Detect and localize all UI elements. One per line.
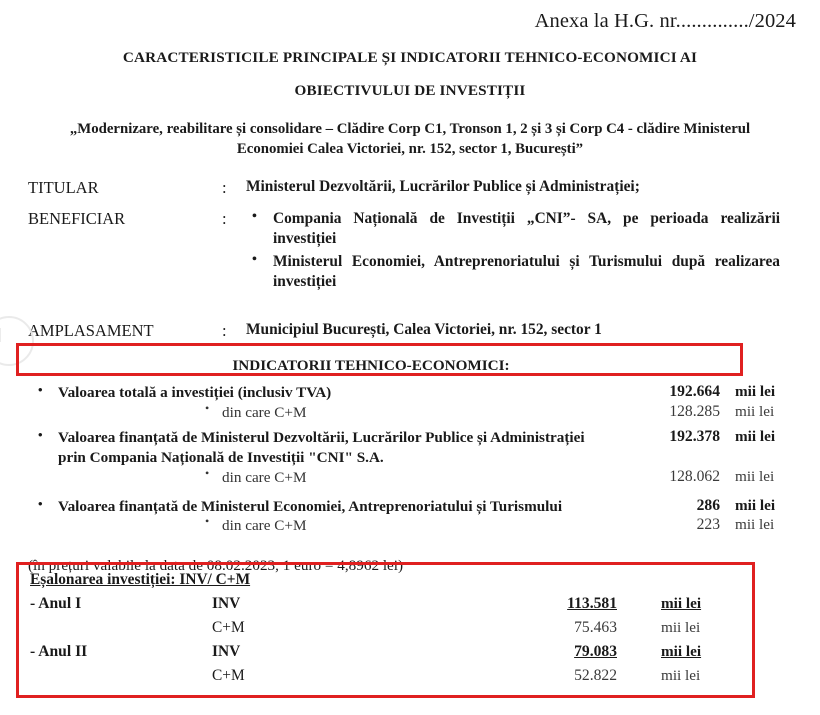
indicator-label: • din care C+M [0,516,610,536]
esalonare-value: 75.463 [574,619,617,636]
spacer [0,488,820,497]
indicator-unit: mii lei [735,402,775,420]
beneficiar-label: BENEFICIAR [28,208,126,228]
amplasament-value: Municipiul București, Calea Victoriei, nr. 152, sector 1 [246,320,602,338]
indicator-row-total [0,383,820,403]
field-titular [0,178,820,198]
table-row [30,643,755,661]
indicator-unit: mii lei [735,382,776,400]
amplasament-colon: : [222,320,227,340]
indicator-label: • Valoarea totală a investiției (inclusiv TVA) [0,383,610,403]
beneficiar-list [246,209,780,292]
indicators-section-title: INDICATORII TEHNICO-ECONOMICI: [232,356,510,374]
indicator-label: • Valoarea finanțată de Ministerul Dezvoltării, Lucrărilor Publice și Administrației prin Compania Națională de Investiții "CNI" S.A. [0,428,610,468]
indicator-label: • din care C+M [0,468,610,488]
indicator-value: 128.285 [669,402,720,420]
esalonare-kind: C+M [212,619,245,636]
indicator-unit: mii lei [735,496,776,514]
list-item: • Ministerul Economiei, Antreprenoriatului și Turismului după realizarea investiției [246,252,780,291]
esalonare-unit: mii lei [661,643,702,660]
indicator-row-mdlpa-cm [0,468,820,488]
esalonare-unit: mii lei [661,667,701,684]
indicator-row-mdlpa [0,428,820,468]
esalonare-year: - Anul II [30,643,88,660]
esalonare-title: Eșalonarea investiției: INV/ C+M [30,571,251,588]
indicator-value: 223 [696,516,720,534]
indicator-label: • Valoarea finanțată de Ministerul Economiei, Antreprenoriatului și Turismului [0,497,610,517]
indicator-value: 286 [696,496,720,514]
table-row [30,667,755,685]
amplasament-label: AMPLASAMENT [28,320,154,340]
field-beneficiar [0,209,820,296]
indicator-unit: mii lei [735,428,776,446]
beneficiar-colon: : [222,208,227,228]
indicator-row-meat-cm [0,516,820,536]
objective-name: „Modernizare, reabilitare și consolidare – Clădire Corp C1, Tronson 1, 2 și 3 și Corp C4 - clădire Ministerul Economiei Calea Victoriei, nr. 152, sector 1, București” [69,121,751,157]
price-validity-note: (în prețuri valabile la data de 08.02.2023, 1 euro = 4,8962 lei) [28,557,404,575]
titular-colon: : [222,177,227,197]
esalonare-kind: INV [212,595,241,612]
esalonare-kind: INV [212,643,241,660]
esalonare-kind: C+M [212,667,245,684]
titular-label: TITULAR [28,177,99,197]
indicator-unit: mii lei [735,516,775,534]
table-row [30,619,755,637]
esalonare-value: 52.822 [574,667,617,684]
esalonare-unit: mii lei [661,619,701,636]
titular-value: Ministerul Dezvoltării, Lucrărilor Publice și Administrației; [246,177,640,195]
list-item: • Compania Națională de Investiții „CNI”- SA, pe perioada realizării investiției [246,209,780,248]
indicator-value: 192.378 [669,428,720,446]
esalonare-block [16,562,755,698]
esalonare-unit: mii lei [661,595,702,612]
indicators-list [0,383,820,536]
field-amplasament [0,321,820,341]
esalonare-value: 79.083 [574,643,617,660]
annex-reference: Anexa la H.G. nr............../2024 [534,10,796,32]
page-title [0,49,820,100]
esalonare-value: 113.581 [567,595,617,612]
indicator-value: 128.062 [669,467,720,485]
indicator-unit: mii lei [735,467,775,485]
table-row [30,595,755,613]
page-title-line-1: CARACTERISTICILE PRINCIPALE ȘI INDICATORII TEHNICO-ECONOMICI AI [122,49,698,66]
indicator-value: 192.664 [669,382,720,400]
page-title-line-2: OBIECTIVULUI DE INVESTIȚII [294,82,526,99]
indicator-label: • din care C+M [0,403,610,423]
indicator-row-total-cm [0,403,820,423]
esalonare-year: - Anul I [30,595,82,612]
indicator-row-meat [0,497,820,517]
beneficiar-value [246,209,820,296]
